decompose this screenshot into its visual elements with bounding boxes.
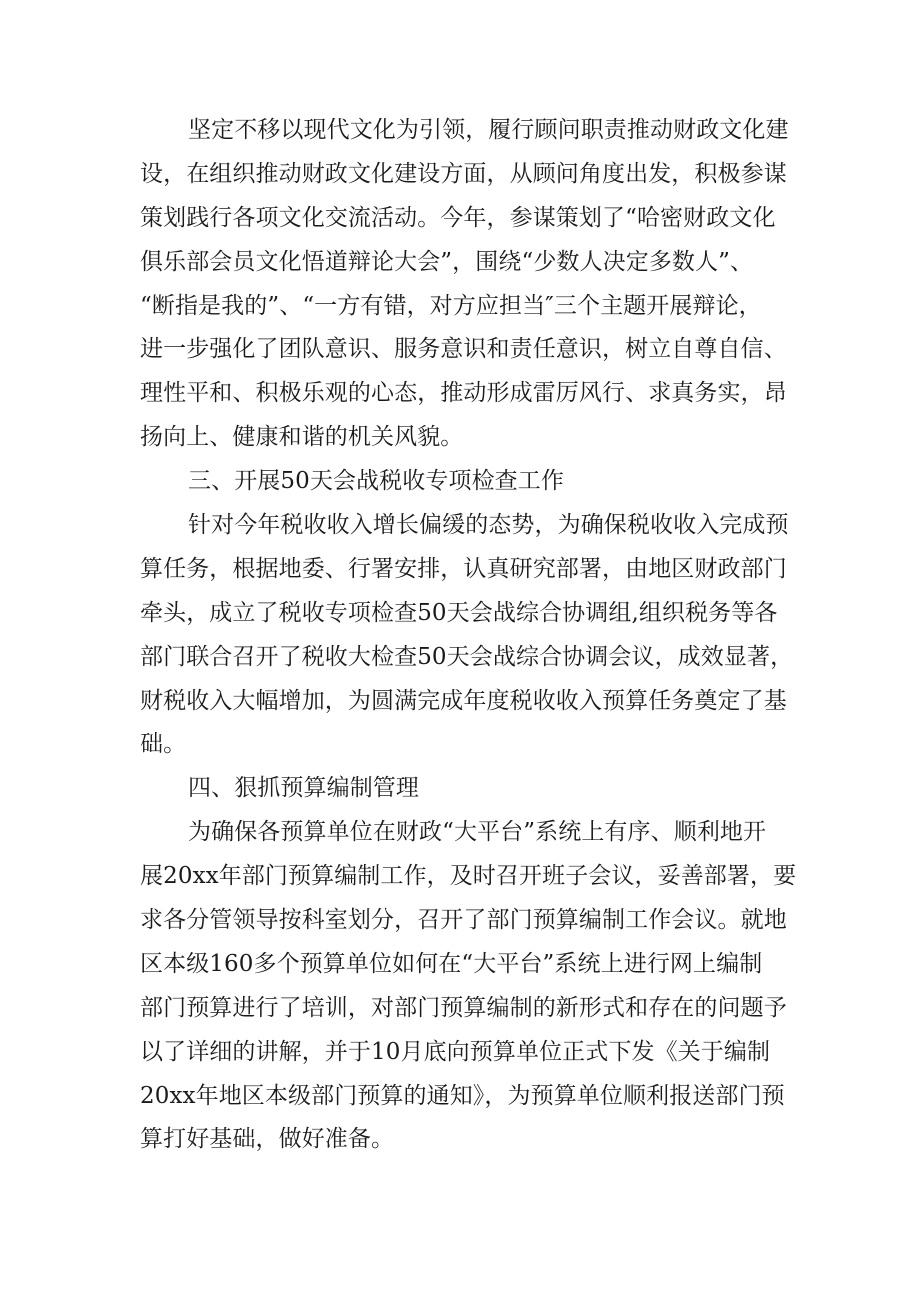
text-line: 20xx年地区本级部门预算的通知》，为预算单位顺利报送部门预 [140,1082,785,1109]
text-line: 算任务，根据地委、行署安排，认真研究部署，由地区财政部门 [140,555,787,582]
text-line: 进一步强化了团队意识、服务意识和责任意识，树立自尊自信、 [140,336,787,363]
text-line: 算打好基础，做好准备。 [140,1126,395,1153]
text-line: 财税收入大幅增加，为圆满完成年度税收收入预算任务奠定了基 [140,687,787,714]
text-line: 牵头，成立了税收专项检查50天会战综合协调组,组织税务等各 [140,599,778,626]
text-line: “断指是我的”、“一方有错，对方应担当″三个主题开展辩论， [140,292,762,319]
paragraph-budget-compilation [140,811,800,1162]
text-line: 针对今年税收收入增长偏缓的态势，为确保税收收入完成预 [188,512,789,539]
text-line: 区本级160多个预算单位如何在“大平台”系统上进行网上编制 [140,950,763,977]
text-line: 求各分管领导按科室划分，召开了部门预算编制工作会议。就地 [140,907,787,934]
section-heading-3: 三、开展50天会战税收专项检查工作 [188,468,564,495]
text-line: 展20xx年部门预算编制工作，及时召开班子会议，妥善部署，要 [140,863,797,890]
text-line: 理性平和、积极乐观的心态，推动形成雷厉风行、求真务实，昂 [140,380,787,407]
text-line: 部门预算进行了培训，对部门预算编制的新形式和存在的问题予 [140,994,787,1021]
paragraph-culture-building [140,109,800,460]
text-line: 础。 [140,731,187,758]
section-heading-4: 四、狠抓预算编制管理 [188,775,419,802]
text-line: 坚定不移以现代文化为引领，履行顾问职责推动财政文化建 [188,117,789,143]
document-body [140,109,800,1162]
text-line: 部门联合召开了税收大检查50天会战综合协调会议，成效显著， [140,643,794,670]
text-line: 为确保各预算单位在财政“大平台”系统上有序、顺利地开 [188,819,767,846]
text-line: 扬向上、健康和谐的机关风貌。 [140,424,464,451]
text-line: 策划践行各项文化交流活动。今年，参谋策划了“哈密财政文化 [140,204,776,231]
text-line: 以了详细的讲解，并于10月底向预算单位正式下发《关于编制 [140,1038,771,1065]
paragraph-tax-inspection [140,504,800,767]
text-line: 俱乐部会员文化悟道辩论大会”，围绕“少数人决定多数人”、 [140,248,754,275]
text-line: 设，在组织推动财政文化建设方面，从顾问角度出发，积极参谋 [140,160,787,187]
